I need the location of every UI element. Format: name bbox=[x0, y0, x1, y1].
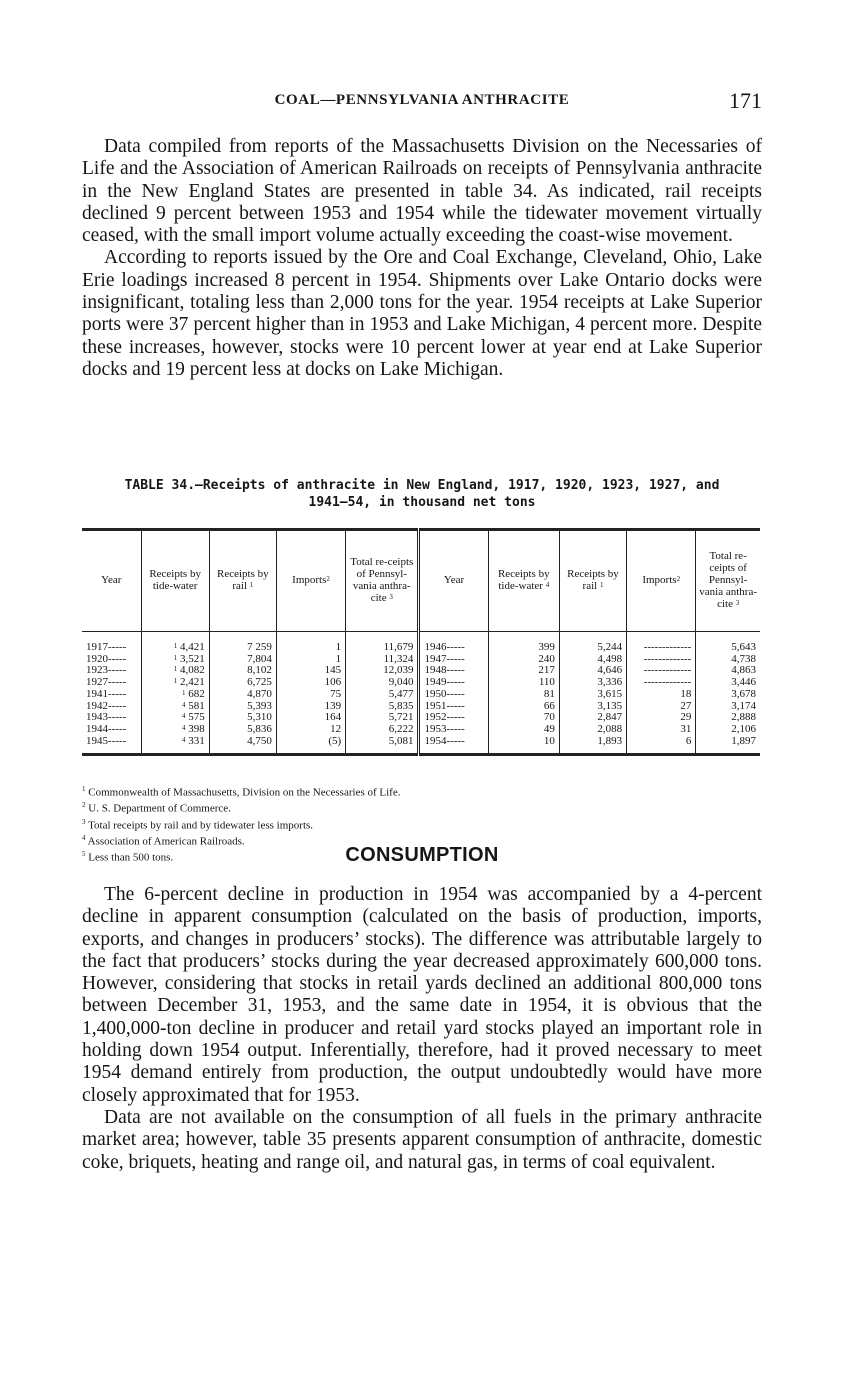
cell-total: 3,446 bbox=[696, 677, 760, 689]
cell-total: 5,721 bbox=[346, 712, 419, 724]
cell-tidewater: $^1$ 4,421 bbox=[141, 632, 209, 654]
cell-total: 9,040 bbox=[346, 677, 419, 689]
paragraph: According to reports issued by the Ore and Coal Exchange, Cleveland, Ohio, Lake Erie loadings increased 8 percent in 1954. Shipments over Lake Ontario docks were insignificant, totaling less than 2,000 tons for the year. 1954 receipts at Lake Superior ports were 37 percent higher than in 1953 and Lake Michigan, 4 percent more. Despite these increases, however, stocks were 10 percent lower at year end at Lake Superior docks and 19 percent less at docks on Lake Michigan. bbox=[82, 247, 762, 380]
cell-year: 1945----- bbox=[82, 736, 141, 755]
cell-year: 1941----- bbox=[86, 687, 127, 700]
cell-imports: ------------- bbox=[627, 677, 696, 689]
consumption-text bbox=[82, 884, 762, 1174]
section-heading: CONSUMPTION bbox=[345, 844, 499, 866]
footnote: $^1$ Commonwealth of Massachusetts, Division on the Necessaries of Life. bbox=[82, 785, 401, 799]
cell-total: 4,863 bbox=[696, 665, 760, 677]
intro-text bbox=[82, 136, 762, 381]
header-year: Year bbox=[419, 530, 488, 632]
table-row bbox=[82, 736, 760, 755]
table-body bbox=[82, 632, 760, 755]
cell-year: 1948----- bbox=[419, 665, 488, 677]
cell-total: 11,324 bbox=[346, 654, 419, 666]
table-row bbox=[82, 632, 760, 654]
cell-tidewater: $^4$ 581 bbox=[141, 701, 209, 713]
cell-year: 1920----- bbox=[86, 652, 127, 665]
cell-imports: 145 bbox=[276, 665, 345, 677]
cell-year: 1942----- bbox=[86, 699, 127, 712]
header-imports: Imports$^2$ bbox=[627, 530, 696, 632]
cell-tidewater: 70 bbox=[488, 712, 559, 724]
cell-imports: 12 bbox=[276, 724, 345, 736]
cell-imports: ------------- bbox=[627, 654, 696, 666]
footnote: $^2$ U. S. Department of Commerce. bbox=[82, 801, 231, 815]
table-row bbox=[82, 724, 760, 736]
cell-imports: 27 bbox=[627, 701, 696, 713]
cell-rail: 6,725 bbox=[209, 677, 276, 689]
cell-tidewater: $^1$ 682 bbox=[141, 689, 209, 701]
paragraph: Data are not available on the consumption of all fuels in the primary anthracite market area; however, table 35 presents apparent consumption of anthracite, domestic coke, briquets, heating and range oil, and natural gas, in terms of coal equivalent. bbox=[82, 1106, 762, 1173]
table-caption bbox=[82, 477, 762, 511]
cell-year: 1944----- bbox=[86, 722, 127, 735]
cell-year: 1954----- bbox=[419, 736, 488, 755]
cell-tidewater: 110 bbox=[488, 677, 559, 689]
cell-tidewater: $^4$ 575 bbox=[141, 712, 209, 724]
cell-imports: 1 bbox=[276, 632, 345, 654]
paragraph: Data compiled from reports of the Massachusetts Division on the Necessaries of Life and the Association of American Railroads on receipts of Pennsylvania anthracite in the New England States are presented in table 34. As indicated, rail receipts declined 9 percent between 1953 and 1954 while the tidewater movement virtually ceased, with the small import volume actually exceeding the coast-wise movement. bbox=[82, 136, 762, 247]
header-total: Total re-ceipts of Pennsyl-vania anthra-cite $^3$ bbox=[696, 530, 760, 632]
cell-rail: 1,893 bbox=[559, 736, 626, 755]
cell-rail: 3,615 bbox=[559, 689, 626, 701]
table-row bbox=[82, 677, 760, 689]
cell-year: 1927----- bbox=[86, 676, 127, 689]
cell-tidewater: 217 bbox=[488, 665, 559, 677]
running-title: COAL—PENNSYLVANIA ANTHRACITE bbox=[274, 92, 570, 108]
header-total: Total re-ceipts of Pennsyl-vania anthra-cite $^3$ bbox=[346, 530, 419, 632]
footnote: $^4$ Association of American Railroads. bbox=[82, 833, 245, 848]
cell-rail: 4,750 bbox=[209, 736, 276, 755]
cell-tidewater: 49 bbox=[488, 724, 559, 736]
table-row bbox=[82, 712, 760, 724]
header-rail: Receipts by rail $^1$ bbox=[209, 530, 276, 632]
table-header-row bbox=[82, 530, 760, 632]
cell-year: 1947----- bbox=[419, 654, 488, 666]
cell-total: 12,039 bbox=[346, 665, 419, 677]
receipts-table bbox=[82, 528, 760, 756]
cell-imports: (5) bbox=[276, 736, 345, 755]
cell-year: 1949----- bbox=[419, 677, 488, 689]
cell-total: 5,477 bbox=[346, 689, 419, 701]
cell-imports: ------------- bbox=[627, 665, 696, 677]
cell-imports: 29 bbox=[627, 712, 696, 724]
header-imports: Imports$^2$ bbox=[276, 530, 345, 632]
cell-total: 2,106 bbox=[696, 724, 760, 736]
cell-total: 4,738 bbox=[696, 654, 760, 666]
cell-tidewater: 240 bbox=[488, 654, 559, 666]
cell-year: 1946----- bbox=[419, 632, 488, 654]
cell-imports: 106 bbox=[276, 677, 345, 689]
header-tidewater: Receipts by tide-water $^4$ bbox=[488, 530, 559, 632]
cell-total: 5,081 bbox=[346, 736, 419, 755]
cell-tidewater: 66 bbox=[488, 701, 559, 713]
header-year: Year bbox=[82, 530, 141, 632]
cell-rail: 3,135 bbox=[559, 701, 626, 713]
cell-tidewater: $^1$ 3,521 bbox=[141, 654, 209, 666]
cell-tidewater: 81 bbox=[488, 689, 559, 701]
cell-tidewater: $^4$ 398 bbox=[141, 724, 209, 736]
cell-total: 5,643 bbox=[696, 632, 760, 654]
cell-rail: 2,847 bbox=[559, 712, 626, 724]
cell-rail: 3,336 bbox=[559, 677, 626, 689]
cell-imports: 75 bbox=[276, 689, 345, 701]
paragraph: The 6-percent decline in production in 1954 was accompanied by a 4-percent decline in apparent consumption (calculated on the basis of production, imports, exports, and changes in producers’ stocks). The difference was attributable largely to the fact that producers’ stocks during the year decreased approximately 600,000 tons. However, considering that stocks in retail yards declined an additional 800,000 tons between December 31, 1953, and the same date in 1954, it is obvious that the 1,400,000-ton decline in producer and retail yard stocks played an important role in holding down 1954 output. Inferentially, therefore, had it proved necessary to meet 1954 demand entirely from production, the output undoubtedly would have more closely approximated that for 1953. bbox=[82, 884, 762, 1106]
cell-rail: 4,870 bbox=[209, 689, 276, 701]
table-row bbox=[82, 689, 760, 701]
footnote: $^5$ Less than 500 tons. bbox=[82, 850, 174, 864]
cell-rail: 5,244 bbox=[559, 632, 626, 654]
cell-year: 1923----- bbox=[86, 664, 127, 677]
header-rail: Receipts by rail $^1$ bbox=[559, 530, 626, 632]
cell-imports: 164 bbox=[276, 712, 345, 724]
cell-imports: ------------- bbox=[627, 632, 696, 654]
cell-tidewater: $^1$ 4,082 bbox=[141, 665, 209, 677]
cell-rail: 4,646 bbox=[559, 665, 626, 677]
table-row bbox=[82, 701, 760, 713]
cell-year: 1952----- bbox=[419, 712, 488, 724]
cell-year: 1953----- bbox=[419, 724, 488, 736]
cell-rail: 7,804 bbox=[209, 654, 276, 666]
cell-total: 6,222 bbox=[346, 724, 419, 736]
cell-year: 1951----- bbox=[419, 701, 488, 713]
cell-tidewater: 10 bbox=[488, 736, 559, 755]
page-number: 171 bbox=[729, 88, 762, 113]
cell-tidewater: $^1$ 2,421 bbox=[141, 677, 209, 689]
cell-rail: 8,102 bbox=[209, 665, 276, 677]
cell-total: 5,835 bbox=[346, 701, 419, 713]
cell-rail: 5,310 bbox=[209, 712, 276, 724]
cell-rail: 5,836 bbox=[209, 724, 276, 736]
cell-year: 1943----- bbox=[86, 711, 127, 724]
cell-total: 1,897 bbox=[696, 736, 760, 755]
cell-total: 2,888 bbox=[696, 712, 760, 724]
cell-imports: 18 bbox=[627, 689, 696, 701]
header-tidewater: Receipts by tide-water bbox=[141, 530, 209, 632]
running-header bbox=[82, 88, 762, 118]
table-caption-line: TABLE 34.—Receipts of anthracite in New England, 1917, 1920, 1923, 1927, and bbox=[124, 478, 720, 493]
cell-imports: 139 bbox=[276, 701, 345, 713]
cell-rail: 5,393 bbox=[209, 701, 276, 713]
cell-imports: 31 bbox=[627, 724, 696, 736]
cell-total: 3,678 bbox=[696, 689, 760, 701]
cell-rail: 2,088 bbox=[559, 724, 626, 736]
table-caption-line: 1941–54, in thousand net tons bbox=[308, 495, 536, 510]
cell-tidewater: $^4$ 331 bbox=[141, 736, 209, 755]
cell-total: 3,174 bbox=[696, 701, 760, 713]
cell-rail: 4,498 bbox=[559, 654, 626, 666]
cell-imports: 1 bbox=[276, 654, 345, 666]
footnote: $^3$ Total receipts by rail and by tidewater less imports. bbox=[82, 817, 314, 832]
cell-year: 1917----- bbox=[86, 641, 127, 653]
cell-total: 11,679 bbox=[346, 632, 419, 654]
cell-rail: 7 259 bbox=[209, 632, 276, 654]
cell-year: 1950----- bbox=[419, 689, 488, 701]
cell-imports: 6 bbox=[627, 736, 696, 755]
cell-tidewater: 399 bbox=[488, 632, 559, 654]
